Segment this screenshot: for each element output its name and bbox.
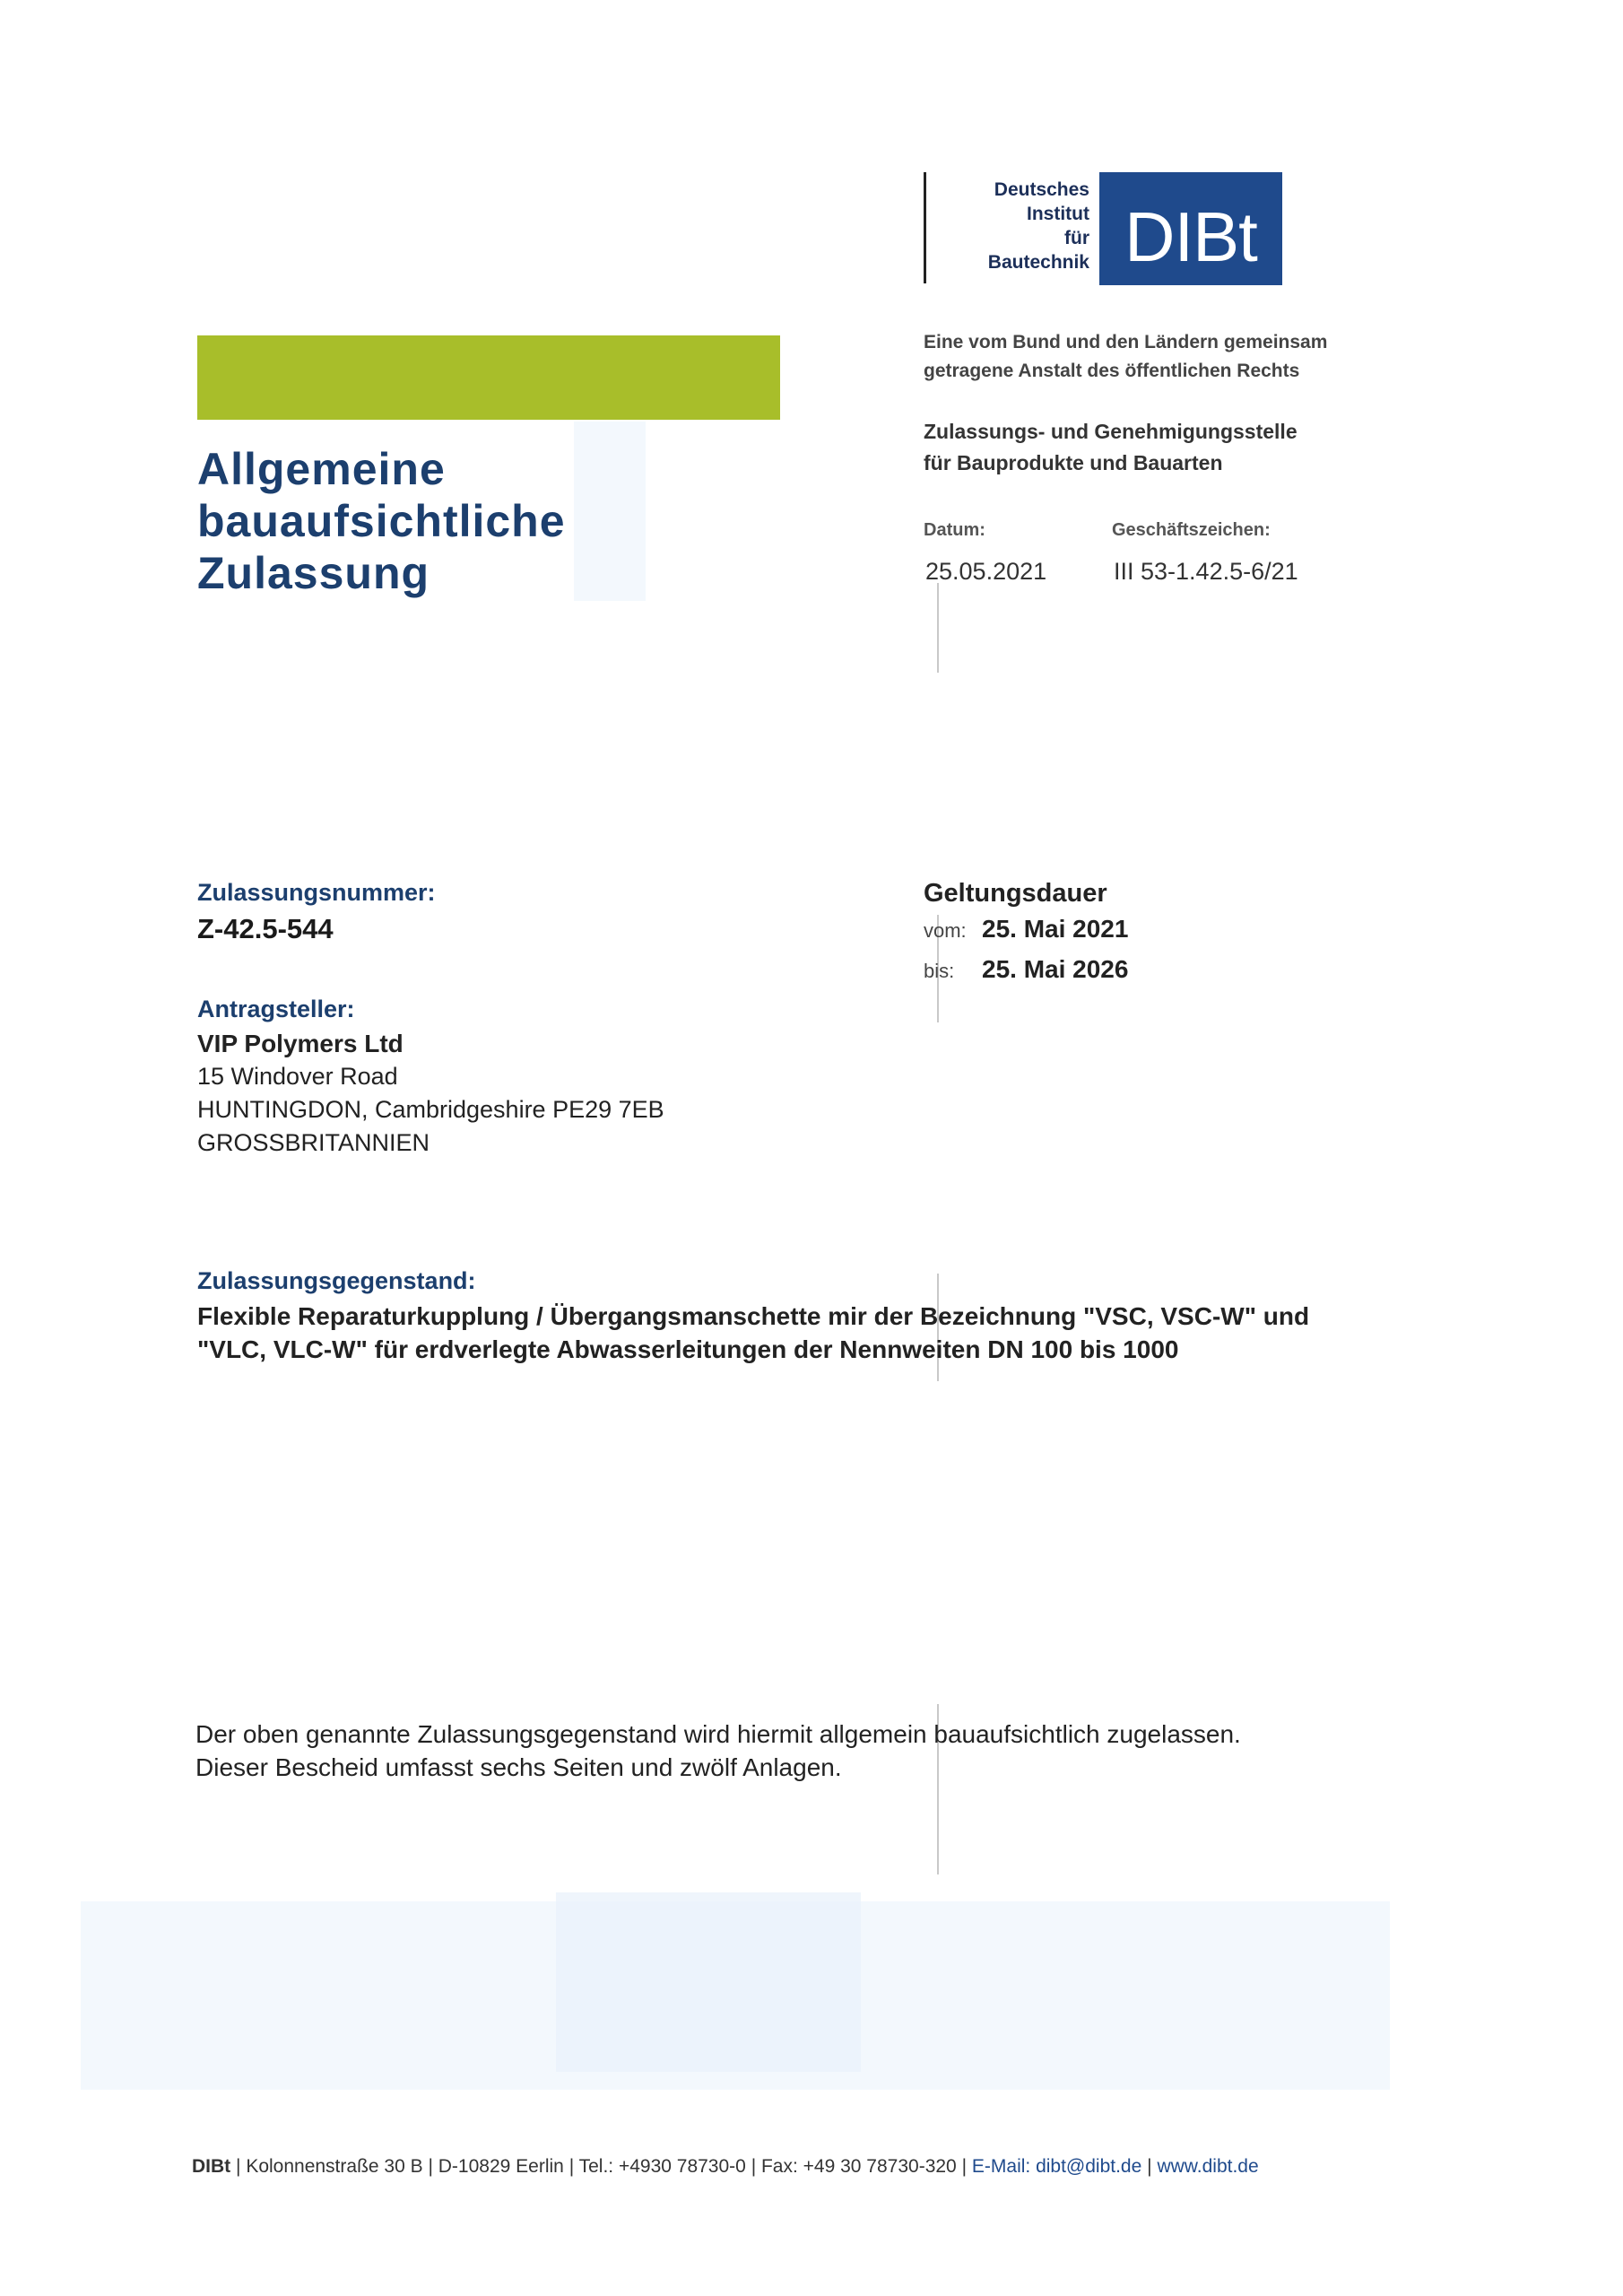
validity-label: Geltungsdauer — [924, 879, 1107, 908]
institution-line: Eine vom Bund und den Ländern gemeinsam — [924, 332, 1328, 352]
statement-line: Der oben genannte Zulassungsgegenstand wird hiermit allgemein bauaufsichtlich zugelassen. — [195, 1720, 1241, 1748]
applicant-street: 15 Windover Road — [197, 1063, 398, 1090]
footer: DIBt | Kolonnenstraße 30 B | D-10829 Eerlin | Tel.: +4930 78730-0 | Fax: +49 30 78730-320 | E-Mail: dibt@dibt.de | www.dibt.de — [192, 2156, 1259, 2177]
document-title — [197, 443, 566, 599]
date-value: 25.05.2021 — [925, 558, 1047, 585]
applicant-country: GROSSBRITANNIEN — [197, 1129, 430, 1156]
reference-label: Geschäftszeichen: — [1112, 520, 1271, 540]
applicant-label: Antragsteller: — [197, 996, 355, 1022]
subject-label: Zulassungsgegenstand: — [197, 1267, 476, 1294]
logo-line: für — [1064, 228, 1089, 248]
title-line: Zulassung — [197, 548, 430, 598]
logo-divider — [924, 172, 926, 283]
office-line: für Bauprodukte und Bauarten — [924, 451, 1223, 474]
subject-line: Flexible Reparaturkupplung / Übergangsmanschette mir der Bezeichnung "VSC, VSC-W" und — [197, 1302, 1310, 1330]
fold-line — [937, 583, 939, 673]
approval-number-label: Zulassungsnummer: — [197, 879, 436, 906]
validity-to-value: 25. Mai 2026 — [982, 955, 1129, 983]
footer-fax: Fax: +49 30 78730-320 — [760, 2156, 957, 2177]
title-line: bauaufsichtliche — [197, 496, 566, 546]
office-line: Zulassungs- und Genehmigungsstelle — [924, 420, 1298, 443]
applicant-city: HUNTINGDON, Cambridgeshire PE29 7EB — [197, 1096, 664, 1123]
scan-ghost — [574, 422, 646, 601]
date-label: Datum: — [924, 520, 985, 540]
applicant-name: VIP Polymers Ltd — [197, 1030, 404, 1057]
logo-line: Bautechnik — [987, 252, 1089, 273]
title-accent-bar — [197, 335, 780, 420]
logo-line: Institut — [1027, 204, 1089, 224]
logo-line: Deutsches — [994, 179, 1089, 200]
subject-line: "VLC, VLC-W" für erdverlegte Abwasserleitungen der Nennweiten DN 100 bis 1000 — [197, 1335, 1179, 1363]
footer-web-link[interactable]: www.dibt.de — [1157, 2156, 1259, 2177]
scan-ghost — [556, 1892, 861, 2072]
validity-to-label: bis: — [924, 960, 955, 982]
institution-line: getragene Anstalt des öffentlichen Rechts — [924, 361, 1300, 381]
approval-number-value: Z-42.5-544 — [197, 913, 334, 944]
footer-email-link[interactable]: E-Mail: dibt@dibt.de — [971, 2156, 1142, 2177]
reference-value: III 53-1.42.5-6/21 — [1114, 558, 1298, 585]
footer-tel: Tel.: +4930 78730-0 — [578, 2156, 746, 2177]
validity-from-value: 25. Mai 2021 — [982, 915, 1129, 943]
statement-line: Dieser Bescheid umfasst sechs Seiten und zwölf Anlagen. — [195, 1753, 842, 1781]
validity-from-label: vom: — [924, 919, 967, 942]
footer-address: Kolonnenstraße 30 B — [246, 2156, 423, 2177]
footer-postal: D-10829 Eerlin — [438, 2156, 564, 2177]
dibt-logo-mark: DIBt — [1099, 172, 1282, 285]
title-line: Allgemeine — [197, 444, 446, 494]
footer-org: DIBt — [192, 2156, 231, 2177]
dibt-logo-text — [933, 178, 1089, 274]
